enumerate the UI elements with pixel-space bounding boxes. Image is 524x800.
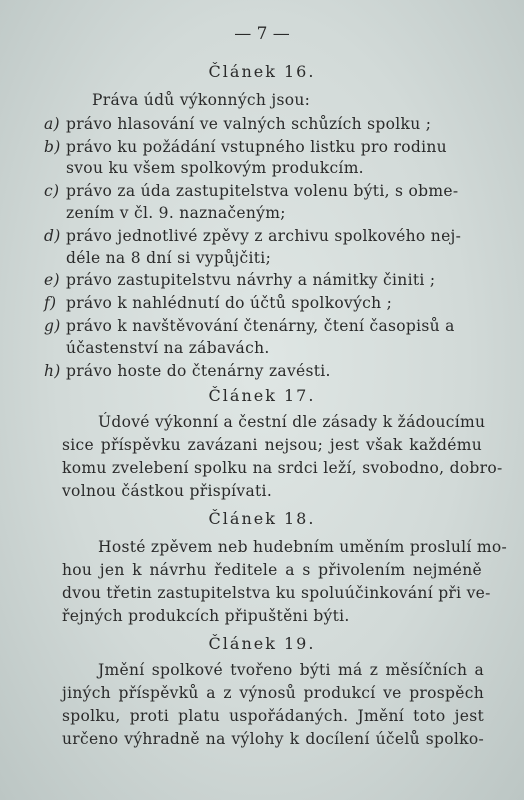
list-item-g-continuation: účastenství na zábavách. [66,339,270,357]
list-item-e [44,271,435,289]
article-16-heading: Článek 16. [208,62,316,81]
list-item-b-continuation: svou ku všem spolkovým produkcím. [66,159,364,177]
list-item-letter: b) [44,138,61,156]
list-item-a [44,115,431,133]
list-item-letter: g) [44,317,61,335]
list-item-g [44,317,455,335]
article-19-line: určeno výhradně na výlohy k docílení účelů spolko- [62,730,484,748]
list-item-c-continuation: zením v čl. 9. naznačeným; [66,204,286,222]
list-item-b [44,138,447,156]
article-19-line: Jmění spolkové tvořeno býti má z měsíčních a [98,661,484,679]
article-18-line: řejných produkcích připuštěni býti. [62,607,350,625]
list-item-text: právo zastupitelstvu návrhy a námitky činiti ; [66,271,436,289]
article-18-line: dvou třetin zastupitelstva ku spoluúčinkování při ve- [62,584,491,602]
list-item-text: právo hoste do čtenárny zavésti. [66,362,331,380]
list-item-letter: a) [44,115,60,133]
list-item-text: právo ku požádání vstupného listku pro rodinu [66,138,447,156]
list-item-letter: e) [44,271,60,289]
article-17-line: volnou částkou přispívati. [62,482,273,500]
list-item-letter: h) [44,362,61,380]
article-16-intro: Práva údů výkonných jsou: [92,91,311,109]
list-item-letter: c) [44,182,60,200]
list-item-f [44,294,392,312]
list-item-d [44,227,461,245]
article-18-heading: Článek 18. [208,509,316,528]
list-item-letter: f) [44,294,57,312]
article-18-line: hou jen k návrhu ředitele a s přivolením nejméně [62,561,482,579]
list-item-h [44,362,331,380]
page-number: — 7 — [234,24,290,44]
article-19-heading: Článek 19. [208,634,316,653]
article-19-line: jiných příspěvků a z výnosů produkcí ve prospěch [62,684,484,702]
list-item-c [44,182,458,200]
article-17-line: sice příspěvku zavázani nejsou; jest však každému [62,436,482,454]
list-item-text: právo hlasování ve valných schůzích spolku ; [66,115,432,133]
list-item-d-continuation: déle na 8 dní si vypůjčiti; [66,249,272,267]
list-item-text: právo k nahlédnutí do účtů spolkových ; [66,294,393,312]
article-17-line: komu zvelebení spolku na srdci leží, svobodno, dobro- [62,459,503,477]
article-19-line: spolku, proti platu uspořádaných. Jmění toto jest [62,707,484,725]
list-item-text: právo za úda zastupitelstva volenu býti, s obme- [66,182,459,200]
list-item-text: právo jednotlivé zpěvy z archivu spolkového nej- [66,227,462,245]
article-17-heading: Článek 17. [208,386,316,405]
list-item-text: právo k navštěvování čtenárny, čtení časopisů a [66,317,455,335]
article-18-line: Hosté zpěvem neb hudebním uměním proslulí mo- [98,538,508,556]
article-17-line: Údové výkonní a čestní dle zásady k žádoucímu [98,413,486,431]
list-item-letter: d) [44,227,61,245]
